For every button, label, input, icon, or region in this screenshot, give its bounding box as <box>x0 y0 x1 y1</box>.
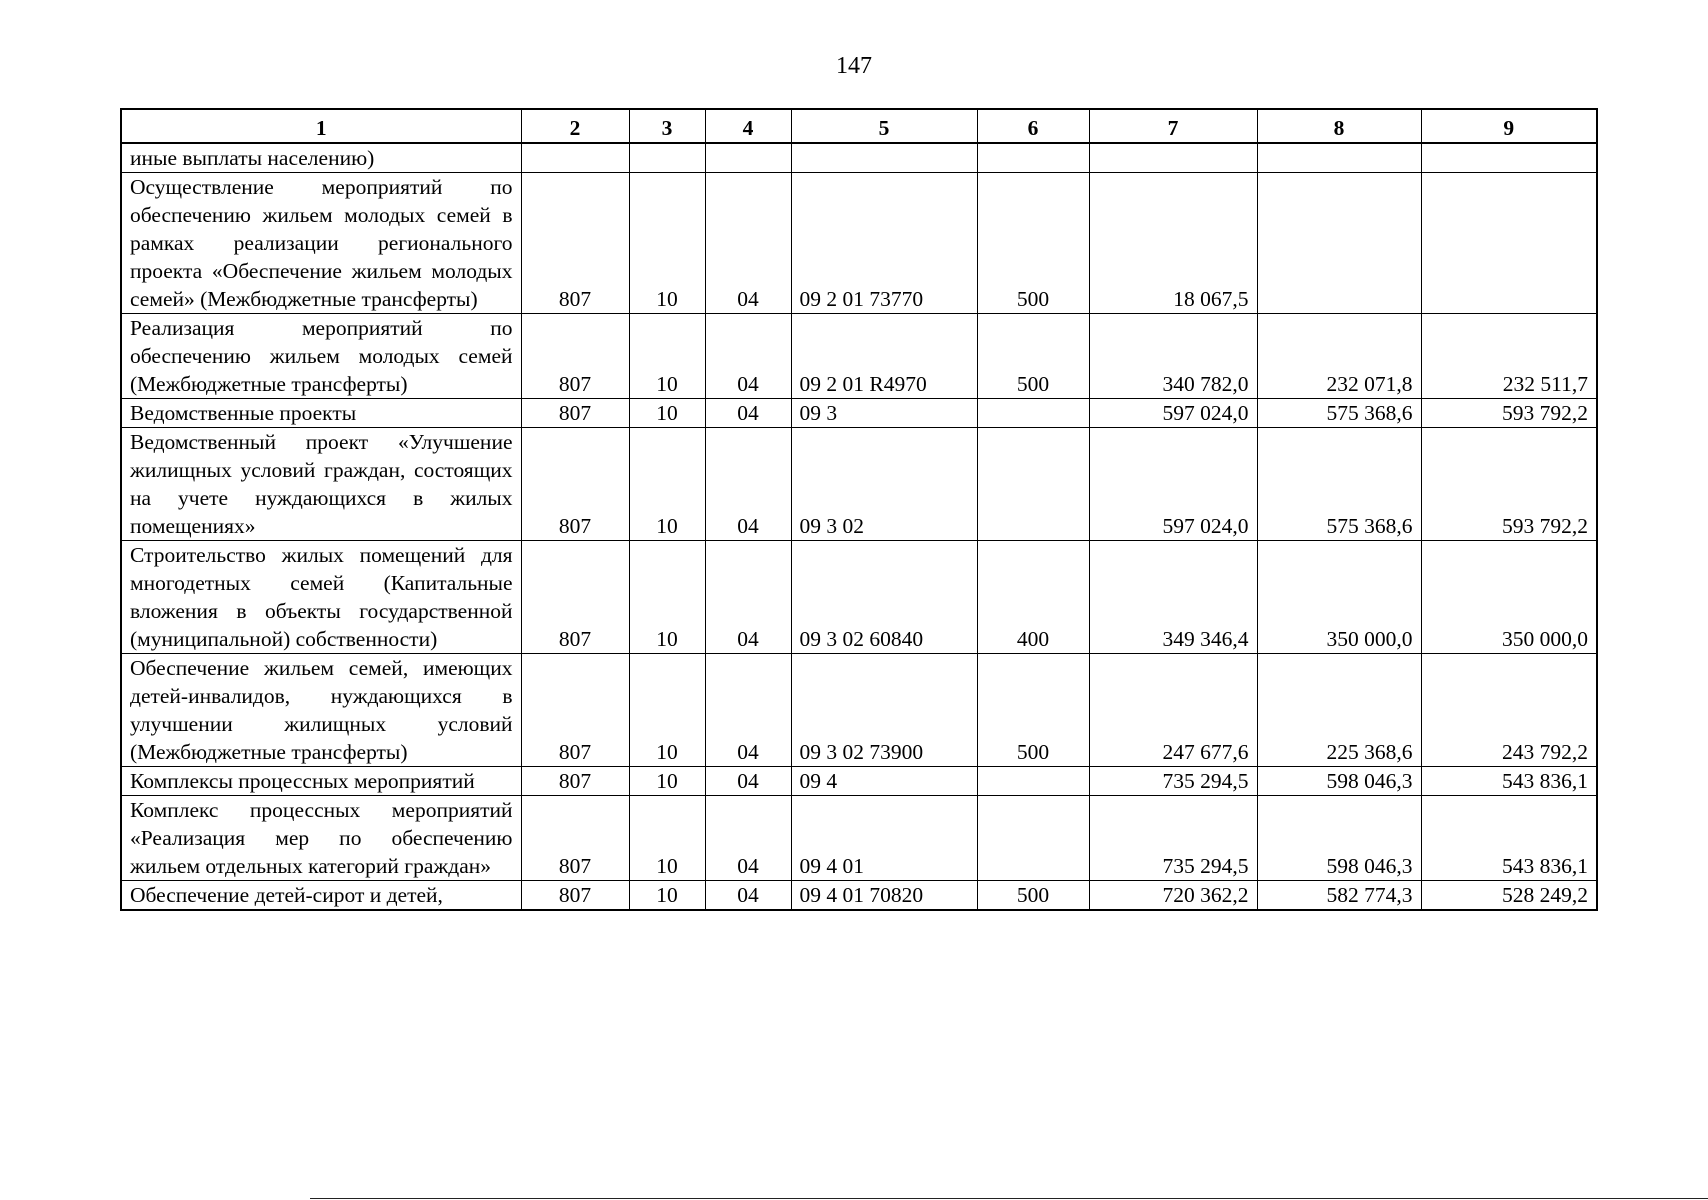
cell-name: Обеспечение детей-сирот и детей, <box>121 881 521 911</box>
cell-amount-year2: 575 368,6 <box>1257 428 1421 541</box>
cell-target-article: 09 2 01 R4970 <box>791 314 977 399</box>
cell-expense-type <box>977 143 1089 173</box>
cell-amount-year1: 247 677,6 <box>1089 654 1257 767</box>
cell-amount-year2: 598 046,3 <box>1257 767 1421 796</box>
cell-section <box>629 143 705 173</box>
cell-section: 10 <box>629 881 705 911</box>
cell-subsection: 04 <box>705 796 791 881</box>
cell-amount-year3: 232 511,7 <box>1421 314 1597 399</box>
cell-amount-year1: 720 362,2 <box>1089 881 1257 911</box>
cell-section: 10 <box>629 654 705 767</box>
cell-section: 10 <box>629 314 705 399</box>
column-header: 8 <box>1257 109 1421 143</box>
cell-target-article: 09 3 <box>791 399 977 428</box>
table-header-row <box>121 109 1597 143</box>
table-row <box>121 428 1597 541</box>
cell-amount-year3: 350 000,0 <box>1421 541 1597 654</box>
cell-expense-type <box>977 767 1089 796</box>
column-header: 4 <box>705 109 791 143</box>
cell-section: 10 <box>629 399 705 428</box>
cell-subsection: 04 <box>705 314 791 399</box>
cell-amount-year3: 543 836,1 <box>1421 767 1597 796</box>
cell-amount-year3: 543 836,1 <box>1421 796 1597 881</box>
cell-amount-year3 <box>1421 143 1597 173</box>
table-row <box>121 173 1597 314</box>
cell-amount-year2: 350 000,0 <box>1257 541 1421 654</box>
cell-expense-type: 500 <box>977 314 1089 399</box>
cell-target-article: 09 4 01 <box>791 796 977 881</box>
cell-expense-type: 400 <box>977 541 1089 654</box>
cell-subsection: 04 <box>705 654 791 767</box>
cell-name: иные выплаты населению) <box>121 143 521 173</box>
cell-amount-year2: 575 368,6 <box>1257 399 1421 428</box>
cell-amount-year1: 349 346,4 <box>1089 541 1257 654</box>
cell-name: Комплексы процессных мероприятий <box>121 767 521 796</box>
cell-name: Комплекс процессных мероприятий «Реализация мер по обеспечению жильем отдельных категорий граждан» <box>121 796 521 881</box>
cell-name: Ведомственные проекты <box>121 399 521 428</box>
cell-expense-type <box>977 428 1089 541</box>
cell-amount-year1: 597 024,0 <box>1089 399 1257 428</box>
cell-section: 10 <box>629 541 705 654</box>
cell-amount-year1: 735 294,5 <box>1089 767 1257 796</box>
cell-expense-type: 500 <box>977 881 1089 911</box>
cell-ministry: 807 <box>521 399 629 428</box>
table-row <box>121 399 1597 428</box>
cell-amount-year1: 597 024,0 <box>1089 428 1257 541</box>
cell-subsection: 04 <box>705 767 791 796</box>
cell-ministry: 807 <box>521 654 629 767</box>
table-row <box>121 654 1597 767</box>
column-header: 7 <box>1089 109 1257 143</box>
cell-subsection: 04 <box>705 173 791 314</box>
cell-amount-year3: 593 792,2 <box>1421 399 1597 428</box>
cell-subsection <box>705 143 791 173</box>
table-row <box>121 143 1597 173</box>
page-number: 147 <box>836 53 872 79</box>
cell-subsection: 04 <box>705 399 791 428</box>
cell-amount-year1: 735 294,5 <box>1089 796 1257 881</box>
cell-section: 10 <box>629 796 705 881</box>
cell-name: Обеспечение жильем семей, имеющих детей-инвалидов, нуждающихся в улучшении жилищных условий (Межбюджетные трансферты) <box>121 654 521 767</box>
cell-amount-year1: 18 067,5 <box>1089 173 1257 314</box>
cell-amount-year2: 225 368,6 <box>1257 654 1421 767</box>
cell-name: Ведомственный проект «Улучшение жилищных условий граждан, состоящих на учете нуждающихся в жилых помещениях» <box>121 428 521 541</box>
cell-amount-year1 <box>1089 143 1257 173</box>
column-header: 6 <box>977 109 1089 143</box>
cell-ministry: 807 <box>521 428 629 541</box>
column-header: 5 <box>791 109 977 143</box>
page-bottom-rule <box>310 1198 1708 1199</box>
cell-section: 10 <box>629 428 705 541</box>
cell-target-article: 09 4 01 70820 <box>791 881 977 911</box>
cell-amount-year2: 598 046,3 <box>1257 796 1421 881</box>
cell-ministry: 807 <box>521 541 629 654</box>
column-header: 1 <box>121 109 521 143</box>
cell-name: Осуществление мероприятий по обеспечению жильем молодых семей в рамках реализации регионального проекта «Обеспечение жильем молодых семей» (Межбюджетные трансферты) <box>121 173 521 314</box>
cell-ministry: 807 <box>521 314 629 399</box>
cell-subsection: 04 <box>705 428 791 541</box>
cell-amount-year1: 340 782,0 <box>1089 314 1257 399</box>
cell-target-article: 09 3 02 73900 <box>791 654 977 767</box>
column-header: 9 <box>1421 109 1597 143</box>
table-row <box>121 796 1597 881</box>
cell-amount-year2: 582 774,3 <box>1257 881 1421 911</box>
cell-subsection: 04 <box>705 541 791 654</box>
table-row <box>121 541 1597 654</box>
column-header: 2 <box>521 109 629 143</box>
cell-ministry: 807 <box>521 173 629 314</box>
cell-section: 10 <box>629 767 705 796</box>
cell-expense-type <box>977 796 1089 881</box>
cell-target-article: 09 2 01 73770 <box>791 173 977 314</box>
cell-target-article: 09 3 02 <box>791 428 977 541</box>
table-row <box>121 881 1597 911</box>
cell-name: Реализация мероприятий по обеспечению жильем молодых семей (Межбюджетные трансферты) <box>121 314 521 399</box>
cell-expense-type <box>977 399 1089 428</box>
cell-section: 10 <box>629 173 705 314</box>
cell-name: Строительство жилых помещений для многодетных семей (Капитальные вложения в объекты государственной (муниципальной) собственности) <box>121 541 521 654</box>
table-row <box>121 767 1597 796</box>
cell-amount-year3: 528 249,2 <box>1421 881 1597 911</box>
cell-amount-year3: 243 792,2 <box>1421 654 1597 767</box>
cell-amount-year2 <box>1257 143 1421 173</box>
cell-ministry: 807 <box>521 796 629 881</box>
cell-amount-year3: 593 792,2 <box>1421 428 1597 541</box>
cell-amount-year2: 232 071,8 <box>1257 314 1421 399</box>
cell-expense-type: 500 <box>977 173 1089 314</box>
column-header: 3 <box>629 109 705 143</box>
cell-expense-type: 500 <box>977 654 1089 767</box>
cell-amount-year2 <box>1257 173 1421 314</box>
cell-ministry: 807 <box>521 767 629 796</box>
cell-subsection: 04 <box>705 881 791 911</box>
cell-target-article <box>791 143 977 173</box>
cell-ministry: 807 <box>521 881 629 911</box>
cell-ministry <box>521 143 629 173</box>
cell-target-article: 09 3 02 60840 <box>791 541 977 654</box>
cell-target-article: 09 4 <box>791 767 977 796</box>
cell-amount-year3 <box>1421 173 1597 314</box>
budget-table <box>120 108 1598 911</box>
table-row <box>121 314 1597 399</box>
